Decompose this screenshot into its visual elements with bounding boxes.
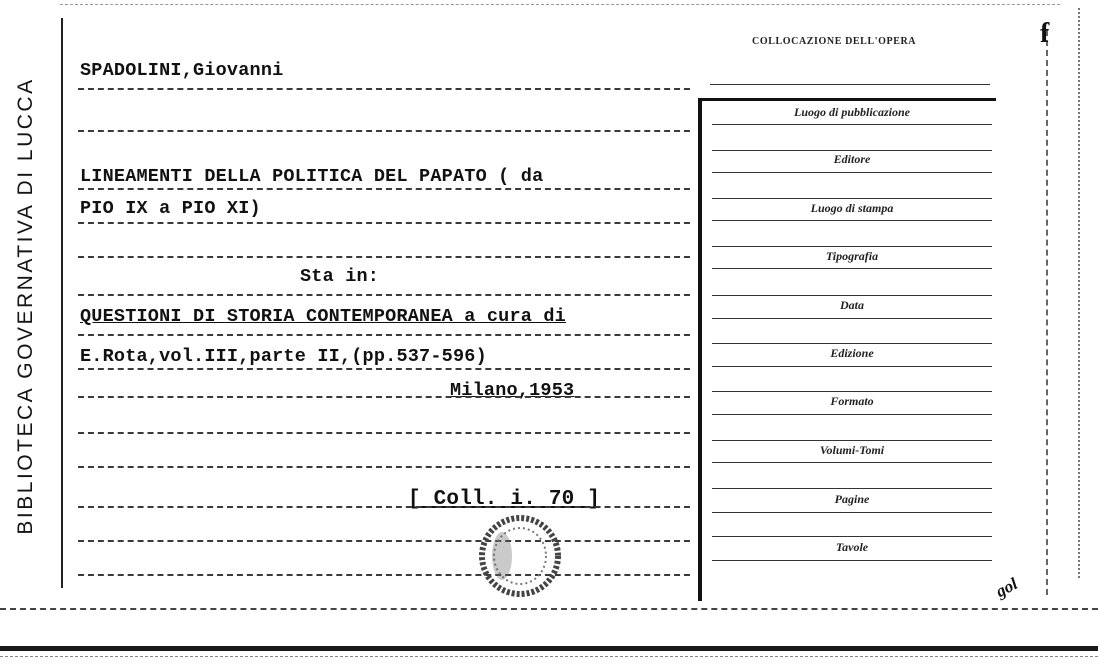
field-pagine: Pagine — [834, 492, 870, 506]
ruled-line — [78, 88, 690, 90]
title-line-2: PIO IX a PIO XI) — [80, 198, 261, 219]
handwritten-note: gol — [992, 574, 1021, 602]
author-name: SPADOLINI,Giovanni — [80, 60, 284, 81]
ruled-line — [78, 368, 690, 370]
field-formato: Formato — [830, 394, 874, 408]
library-name-vertical: BIBLIOTECA GOVERNATIVA DI LUCCA — [14, 77, 37, 535]
field-rule — [712, 150, 992, 151]
field-rule — [712, 391, 992, 392]
top-edge-line — [60, 4, 1060, 5]
ruled-line — [78, 334, 690, 336]
scan-border — [0, 646, 1098, 651]
field-data: Data — [840, 298, 864, 312]
in-label: Sta in: — [300, 266, 380, 287]
title-line-1: LINEAMENTI DELLA POLITICA DEL PAPATO ( da — [80, 166, 544, 187]
field-rule — [712, 512, 992, 513]
field-tavole: Tavole — [835, 540, 869, 554]
collocation-header: COLLOCAZIONE DELL'OPERA — [752, 36, 917, 47]
corner-mark: f — [1040, 18, 1050, 49]
ruled-line — [78, 256, 690, 258]
field-edizione: Edizione — [830, 346, 874, 360]
right-margin-rule — [1046, 30, 1048, 595]
field-rule — [712, 318, 992, 319]
field-tipografia: Tipografia — [825, 249, 879, 263]
field-rule — [712, 414, 992, 415]
ruled-line — [78, 466, 690, 468]
field-volumi-tomi: Volumi-Tomi — [819, 443, 885, 457]
place-year: Milano,1953 — [450, 380, 575, 401]
ruled-line — [78, 396, 690, 398]
card-edge — [1078, 8, 1080, 578]
ruled-line — [78, 540, 690, 542]
field-rule — [712, 462, 992, 463]
library-stamp — [478, 514, 562, 598]
source-line-2: E.Rota,vol.III,parte II,(pp.537-596) — [80, 346, 487, 367]
field-rule — [712, 124, 992, 125]
field-rule — [712, 560, 992, 561]
ruled-line — [78, 432, 690, 434]
ruled-line — [78, 222, 690, 224]
field-rule — [712, 440, 992, 441]
shelfmark: [ Coll. i. 70 ] — [408, 488, 601, 511]
field-rule — [712, 488, 992, 489]
ruled-line — [78, 294, 690, 296]
field-rule — [712, 536, 992, 537]
field-rule — [712, 366, 992, 367]
collocation-top-rule — [710, 84, 990, 85]
ruled-line — [78, 574, 690, 576]
field-rule — [712, 220, 992, 221]
field-rule — [712, 295, 992, 296]
card-bottom-edge — [0, 608, 1098, 610]
ruled-line — [78, 130, 690, 132]
field-rule — [712, 246, 992, 247]
left-margin-rule — [61, 18, 63, 588]
field-luogo-stampa: Luogo di stampa — [810, 201, 894, 215]
ruled-line — [78, 506, 690, 508]
field-editore: Editore — [833, 152, 871, 166]
field-rule — [712, 343, 992, 344]
field-luogo-pubblicazione: Luogo di pubblicazione — [793, 105, 910, 119]
field-rule — [712, 172, 992, 173]
ruled-line — [78, 188, 690, 190]
source-line-1: QUESTIONI DI STORIA CONTEMPORANEA a cura di — [80, 306, 566, 327]
scan-border-faint — [0, 656, 1098, 657]
field-rule — [712, 198, 992, 199]
field-rule — [712, 268, 992, 269]
